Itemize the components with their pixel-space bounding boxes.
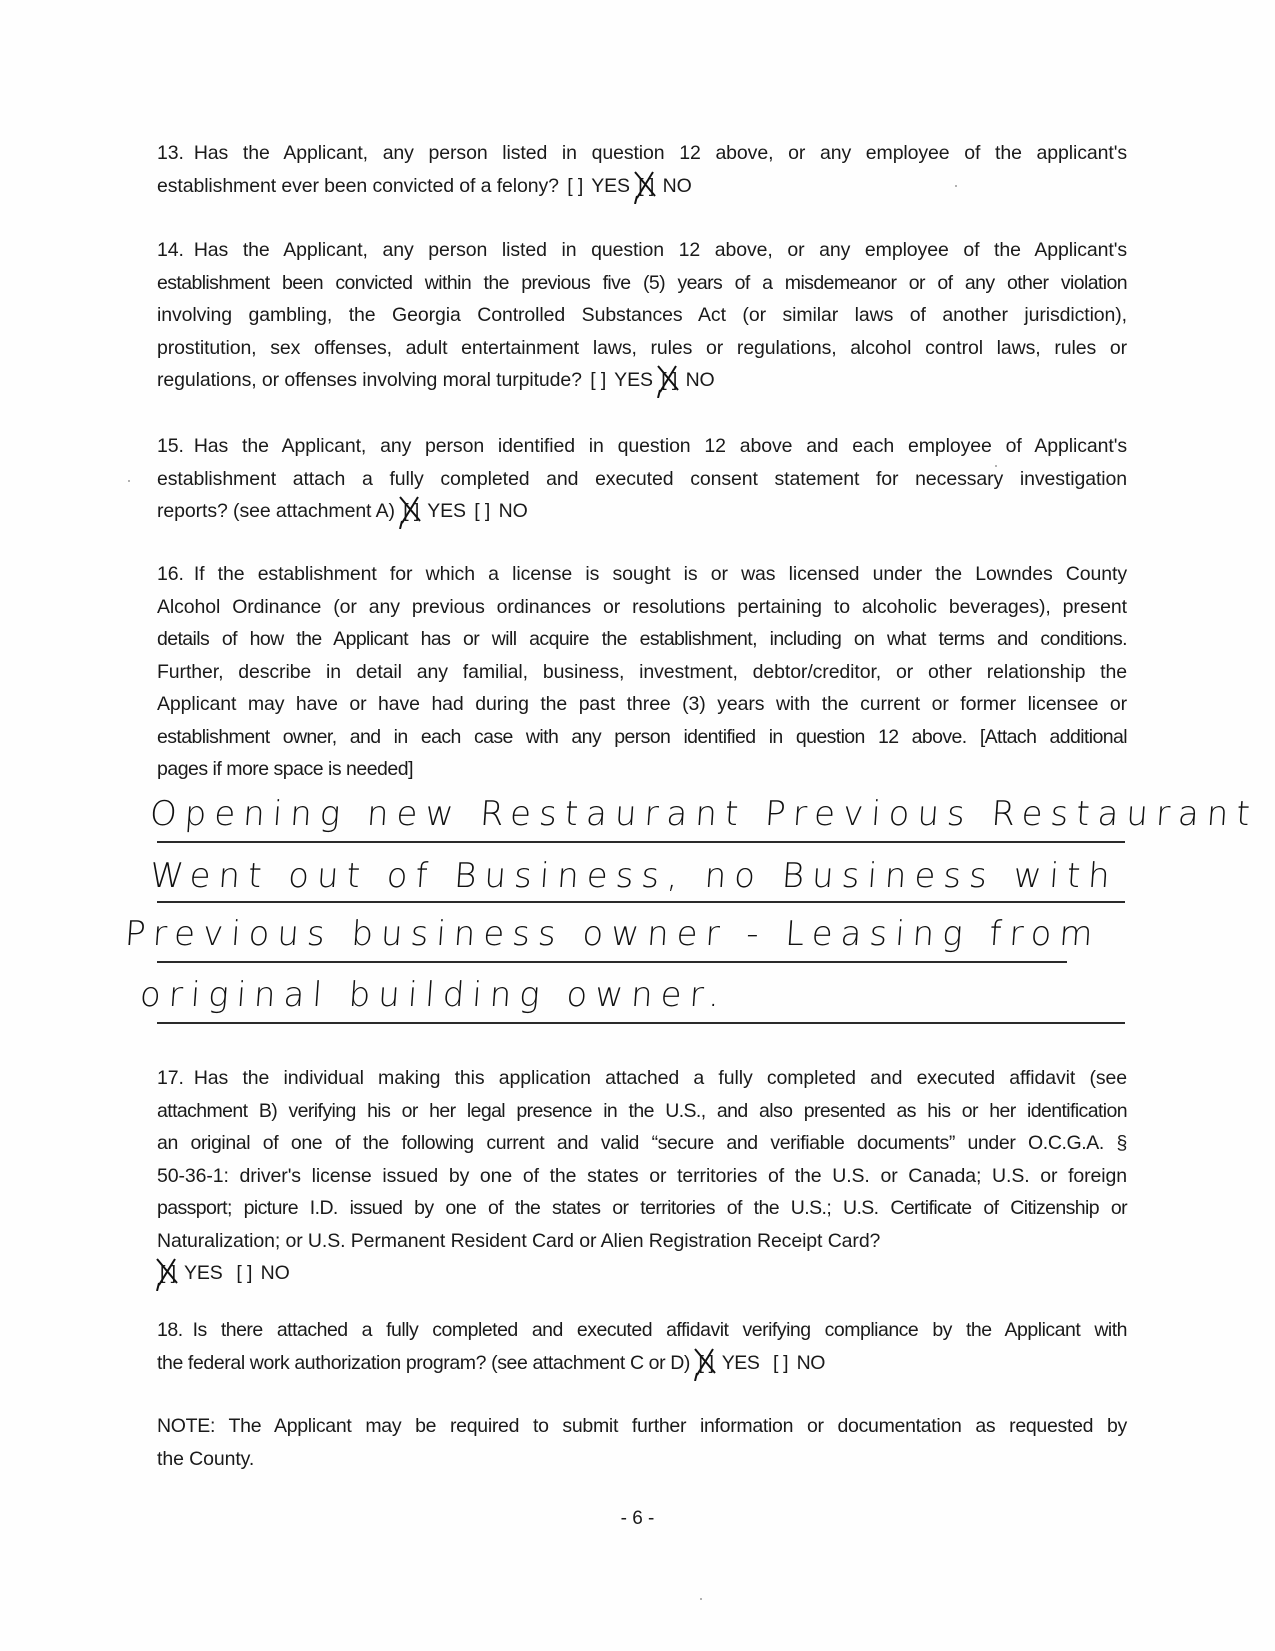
scan-speck	[955, 185, 957, 187]
question-text: establishment been convicted within the previous five (5) years of a misdemeanor or of any other violation	[157, 271, 1127, 294]
handwritten-line-1: Opening new Restaurant Previous Restaurant	[148, 794, 1260, 834]
yes-label: YES	[614, 369, 653, 391]
question-text: Has the Applicant, any person identified in question 12 above and each employee of Applicant's	[193, 435, 1127, 457]
handwritten-x-mark-icon	[654, 360, 682, 398]
question-text: prostitution, sex offenses, adult entertainment laws, rules or regulations, alcohol control laws, rules or	[157, 336, 1127, 359]
no-checkbox[interactable]: [ ]	[773, 1351, 789, 1374]
question-text: establishment ever been convicted of a felony?	[157, 174, 559, 197]
question-text: regulations, or offenses involving moral turpitude?	[157, 369, 582, 391]
question-text: Is there attached a fully completed and executed affidavit verifying compliance by the Applicant with	[192, 1319, 1127, 1341]
question-text: establishment attach a fully completed and executed consent statement for necessary investigation	[157, 467, 1127, 490]
question-17	[157, 1062, 1127, 1290]
no-label: NO	[796, 1351, 826, 1374]
question-text: Alcohol Ordinance (or any previous ordinances or resolutions pertaining to alcoholic beverages), present	[157, 595, 1127, 618]
yes-checkbox[interactable]: [ ]	[567, 174, 584, 197]
handwritten-line-3: Previous business owner - Leasing from	[123, 914, 1102, 954]
question-text: 50-36-1: driver's license issued by one of the states or territories of the U.S. or Canada; U.S. or foreign	[157, 1164, 1127, 1187]
handwritten-x-mark-icon	[691, 1343, 719, 1381]
note-text: NOTE: The Applicant may be required to submit further information or documentation as requested by	[157, 1415, 1127, 1437]
question-text: establishment owner, and in each case with any person identified in question 12 above. [Attach additional	[157, 725, 1127, 748]
yes-checkbox-checked[interactable]: [ ]	[157, 1257, 179, 1290]
question-text: Has the Applicant, any person listed in question 12 above, or any employee of the Applicant's	[193, 239, 1127, 261]
question-14	[157, 234, 1127, 397]
question-text: involving gambling, the Georgia Controlled Substances Act (or similar laws of another jurisdiction),	[157, 304, 1127, 326]
yes-checkbox[interactable]: [ ]	[590, 369, 607, 391]
handwritten-line-4: original building owner.	[138, 975, 729, 1015]
scan-speck	[995, 465, 997, 467]
question-text: reports? (see attachment A)	[157, 500, 395, 522]
yes-checkbox-checked[interactable]: [ ]	[400, 495, 422, 528]
answer-underline	[157, 961, 1067, 963]
handwritten-x-mark-icon	[396, 491, 424, 529]
no-checkbox-checked[interactable]: [ ]	[658, 364, 680, 397]
yes-label: YES	[427, 500, 466, 522]
question-text: passport; picture I.D. issued by one of the states or territories of the U.S.; U.S. Certificate of Citizenship or	[157, 1197, 1127, 1219]
no-checkbox-checked[interactable]: [ ]	[635, 170, 657, 203]
note	[157, 1410, 1127, 1475]
answer-underline	[157, 841, 1125, 843]
question-number: 18.	[157, 1319, 183, 1341]
no-checkbox[interactable]: [ ]	[474, 500, 491, 522]
question-text: attachment B) verifying his or her legal presence in the U.S., and also presented as his or her identification	[157, 1099, 1127, 1122]
question-13	[157, 137, 1127, 202]
handwritten-x-mark-icon	[631, 166, 659, 204]
question-text: an original of one of the following current and valid “secure and verifiable documents” under O.C.G.A. §	[157, 1132, 1127, 1154]
question-text: details of how the Applicant has or will acquire the establishment, including on what terms and conditions.	[157, 628, 1127, 650]
no-label: NO	[260, 1262, 290, 1284]
question-text: the federal work authorization program? (see attachment C or D)	[157, 1351, 690, 1374]
question-text: If the establishment for which a license is sought is or was licensed under the Lowndes County	[193, 563, 1127, 585]
question-number: 16.	[157, 563, 184, 585]
question-text: Naturalization; or U.S. Permanent Resident Card or Alien Registration Receipt Card?	[157, 1229, 881, 1252]
question-number: 14.	[157, 239, 184, 261]
page-number: - 6 -	[620, 1508, 655, 1529]
no-label: NO	[662, 174, 692, 197]
yes-label: YES	[721, 1351, 760, 1374]
handwritten-line-2: Went out of Business, no Business with	[148, 856, 1120, 896]
question-text: Has the individual making this application attached a fully completed and executed affidavit (see	[193, 1067, 1127, 1089]
yes-label: YES	[591, 174, 630, 197]
question-15	[157, 430, 1127, 528]
question-number: 15.	[157, 435, 184, 457]
yes-label: YES	[183, 1262, 223, 1284]
question-number: 17.	[157, 1067, 184, 1089]
question-text: Further, describe in detail any familial, business, investment, debtor/creditor, or other relationship the	[157, 660, 1127, 683]
no-checkbox[interactable]: [ ]	[236, 1262, 253, 1284]
no-label: NO	[685, 369, 715, 391]
question-16	[157, 558, 1127, 786]
scan-speck	[128, 480, 130, 482]
scan-speck	[700, 1598, 702, 1600]
question-number: 13.	[157, 142, 184, 164]
no-label: NO	[498, 500, 528, 522]
answer-underline	[157, 1022, 1125, 1024]
question-text: Has the Applicant, any person listed in question 12 above, or any employee of the applicant's	[193, 142, 1127, 164]
answer-underline	[157, 901, 1125, 903]
yes-checkbox-checked[interactable]: [ ]	[695, 1347, 717, 1380]
question-text: Applicant may have or have had during the past three (3) years with the current or former licensee or	[157, 693, 1127, 715]
note-text: the County.	[157, 1447, 255, 1470]
handwritten-x-mark-icon	[153, 1253, 181, 1291]
question-18	[157, 1314, 1127, 1379]
question-text: pages if more space is needed]	[157, 758, 414, 780]
